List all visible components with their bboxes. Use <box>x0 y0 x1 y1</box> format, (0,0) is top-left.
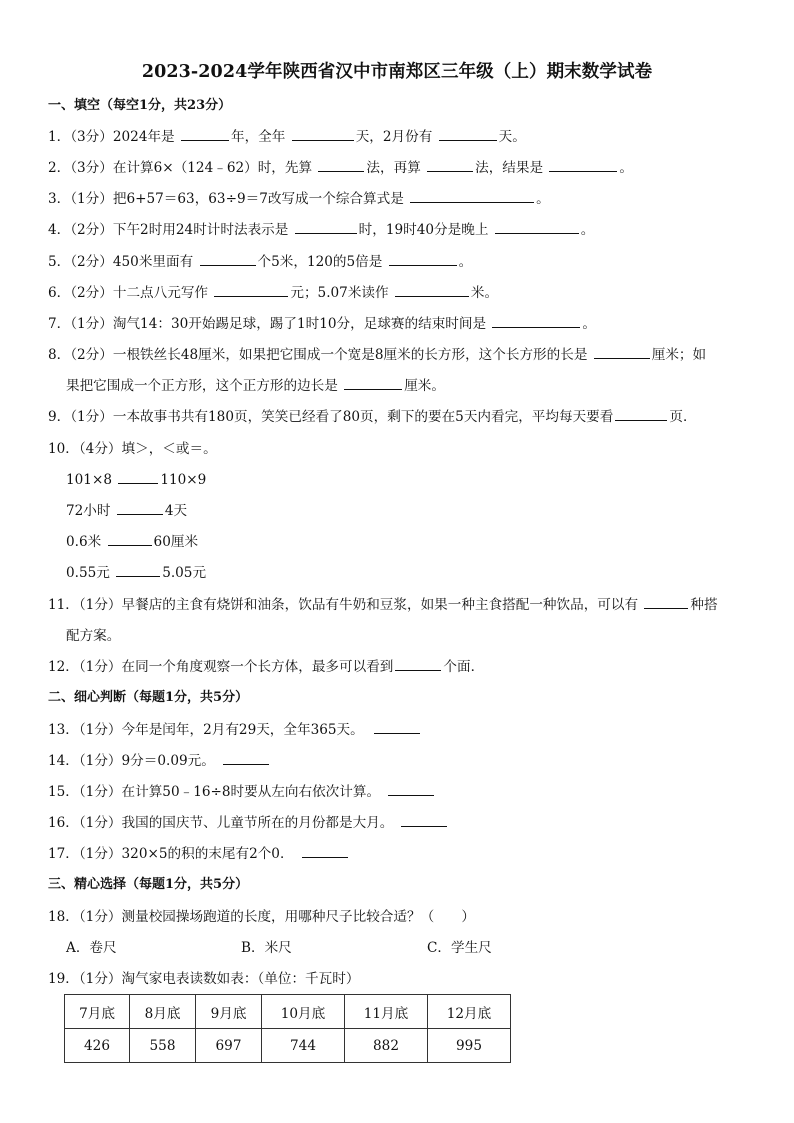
q12-text: 个面． <box>443 659 485 675</box>
comparison-right: 110×9 <box>160 472 207 488</box>
q4-text: 时，19时40分是晚上 <box>358 222 493 238</box>
table-header-cell: 7月底 <box>65 995 130 1029</box>
table-cell: 697 <box>196 1029 262 1063</box>
q9-text: 9．（1分）一本故事书共有180页，笑笑已经看了80页，剩下的要在5天内看完，平均每天要看 <box>48 409 614 425</box>
answer-blank[interactable] <box>389 253 457 266</box>
q2-text: 2．（3分）在计算6×（124﹣62）时，先算 <box>48 160 317 176</box>
question-15 <box>48 783 436 801</box>
q6-text: 6．（2分）十二点八元写作 <box>48 285 213 301</box>
q11-text: 种搭 <box>690 597 718 613</box>
question-6 <box>48 284 498 302</box>
question-11 <box>48 596 718 614</box>
answer-blank[interactable] <box>388 783 434 796</box>
q17-text: 17．（1分）320×5的积的末尾有2个0． <box>48 846 294 862</box>
question-14 <box>48 752 271 770</box>
question-16 <box>48 814 449 832</box>
answer-blank[interactable] <box>427 159 473 172</box>
table-header-cell: 12月底 <box>428 995 511 1029</box>
table-header-cell: 11月底 <box>345 995 428 1029</box>
q16-text: 16．（1分）我国的国庆节、儿童节所在的月份都是大月。 <box>48 815 394 831</box>
q12-text: 12．（1分）在同一个角度观察一个长方体，最多可以看到 <box>48 659 394 675</box>
answer-blank[interactable] <box>594 346 650 359</box>
answer-blank[interactable] <box>374 721 420 734</box>
answer-blank[interactable] <box>344 377 402 390</box>
question-9 <box>48 408 697 426</box>
page-title: 2023-2024学年陕西省汉中市南郑区三年级（上）期末数学试卷 <box>141 62 653 82</box>
answer-blank[interactable] <box>395 658 441 671</box>
question-11-continued: 配方案。 <box>66 628 121 644</box>
answer-blank[interactable] <box>495 221 579 234</box>
q1-text: 天，2月份有 <box>355 129 437 145</box>
q8-text: 厘米；如 <box>651 347 707 363</box>
table-header-cell: 9月底 <box>196 995 262 1029</box>
answer-blank[interactable] <box>644 596 688 609</box>
answer-blank[interactable] <box>181 128 229 141</box>
table-header-cell: 8月底 <box>130 995 196 1029</box>
q9-text: 页． <box>669 409 697 425</box>
q1-text: 天。 <box>498 129 526 145</box>
option-a[interactable]: A．卷尺 <box>66 940 117 956</box>
comparison-item <box>66 564 206 582</box>
answer-blank[interactable] <box>108 533 152 546</box>
question-5 <box>48 253 472 271</box>
question-19: 19．（1分）淘气家电表读数如表：（单位：千瓦时） <box>48 971 360 987</box>
comparison-item <box>66 533 198 551</box>
question-10 <box>48 440 217 458</box>
answer-blank[interactable] <box>401 814 447 827</box>
answer-blank[interactable] <box>214 284 288 297</box>
meter-reading-table <box>64 994 511 1063</box>
table-header-cell: 10月底 <box>262 995 345 1029</box>
q6-text: 元；5.07米读作 <box>290 285 393 301</box>
table-cell: 882 <box>345 1029 428 1063</box>
comparison-right: 4天 <box>164 503 188 519</box>
answer-blank[interactable] <box>116 564 160 577</box>
comparison-left: 0.6米 <box>66 534 106 550</box>
q2-text: 法，结果是 <box>475 160 548 176</box>
option-b[interactable]: B．米尺 <box>241 940 292 956</box>
comparison-left: 101×8 <box>66 472 117 488</box>
q5-text: 。 <box>458 254 473 270</box>
q6-text: 米。 <box>470 285 499 301</box>
answer-blank[interactable] <box>200 253 256 266</box>
q1-text: 年，全年 <box>230 129 290 145</box>
question-1 <box>48 128 526 146</box>
q2-text: 法，再算 <box>366 160 426 176</box>
question-3 <box>48 190 550 208</box>
option-c[interactable]: C．学生尺 <box>427 940 492 956</box>
question-12 <box>48 658 484 676</box>
comparison-item <box>66 502 187 520</box>
q14-text: 14．（1分）9分＝0.09元。 <box>48 753 215 769</box>
table-cell: 558 <box>130 1029 196 1063</box>
table-cell: 426 <box>65 1029 130 1063</box>
answer-blank[interactable] <box>302 845 348 858</box>
q8-text: 果把它围成一个正方形，这个正方形的边长是 <box>66 378 343 394</box>
comparison-right: 5.05元 <box>162 565 207 581</box>
answer-blank[interactable] <box>223 752 269 765</box>
answer-blank[interactable] <box>118 471 158 484</box>
q1-text: 1．（3分）2024年是 <box>48 129 179 145</box>
q10-text: 10．（4分）填＞，＜或＝。 <box>48 441 217 457</box>
answer-blank[interactable] <box>492 315 580 328</box>
answer-blank[interactable] <box>410 190 534 203</box>
q15-text: 15．（1分）在计算50﹣16÷8时要从左向右依次计算。 <box>48 784 381 800</box>
answer-blank[interactable] <box>117 502 163 515</box>
answer-blank[interactable] <box>292 128 354 141</box>
question-7 <box>48 315 596 333</box>
q8-text: 8．（2分）一根铁丝长48厘米，如果把它围成一个宽是8厘米的长方形，这个长方形的长是 <box>48 347 592 363</box>
answer-blank[interactable] <box>295 221 357 234</box>
answer-blank[interactable] <box>318 159 364 172</box>
section-heading-choice: 三、精心选择（每题1分，共5分） <box>48 877 249 892</box>
question-2 <box>48 159 633 177</box>
question-4 <box>48 221 594 239</box>
table-cell: 995 <box>428 1029 511 1063</box>
table-row <box>65 1029 511 1063</box>
answer-blank[interactable] <box>549 159 617 172</box>
q11-text: 11．（1分）早餐店的主食有烧饼和油条，饮品有牛奶和豆浆，如果一种主食搭配一种饮品，可以有 <box>48 597 643 613</box>
question-17 <box>48 845 350 863</box>
q8-text: 厘米。 <box>404 378 445 394</box>
q3-text: 3．（1分）把6+57＝63，63÷9＝7改写成一个综合算式是 <box>48 191 409 207</box>
comparison-left: 0.55元 <box>66 565 115 581</box>
q4-text: 。 <box>580 222 595 238</box>
question-13 <box>48 721 422 739</box>
q2-text: 。 <box>619 160 634 176</box>
q7-text: 。 <box>582 316 596 332</box>
q5-text: 5．（2分）450米里面有 <box>48 254 198 270</box>
q13-text: 13．（1分）今年是闰年，2月有29天，全年365天。 <box>48 722 364 738</box>
question-8 <box>48 346 706 364</box>
q3-text: 。 <box>536 191 550 207</box>
q4-text: 4．（2分）下午2时用24时计时法表示是 <box>48 222 293 238</box>
comparison-item <box>66 471 206 489</box>
question-8-continued <box>66 377 445 395</box>
answer-blank[interactable] <box>439 128 497 141</box>
comparison-right: 60厘米 <box>153 534 199 550</box>
answer-blank[interactable] <box>395 284 469 297</box>
answer-blank[interactable] <box>615 408 667 421</box>
section-heading-judgement: 二、细心判断（每题1分，共5分） <box>48 690 249 705</box>
q5-text: 个5米，120的5倍是 <box>257 254 387 270</box>
section-heading-fill-in: 一、填空（每空1分，共23分） <box>48 98 232 113</box>
table-header-row <box>65 995 511 1029</box>
comparison-left: 72小时 <box>66 503 115 519</box>
table-cell: 744 <box>262 1029 345 1063</box>
question-18: 18．（1分）测量校园操场跑道的长度，用哪种尺子比较合适？（ ） <box>48 909 475 925</box>
q7-text: 7．（1分）淘气14：30开始踢足球，踢了1时10分，足球赛的结束时间是 <box>48 316 491 332</box>
